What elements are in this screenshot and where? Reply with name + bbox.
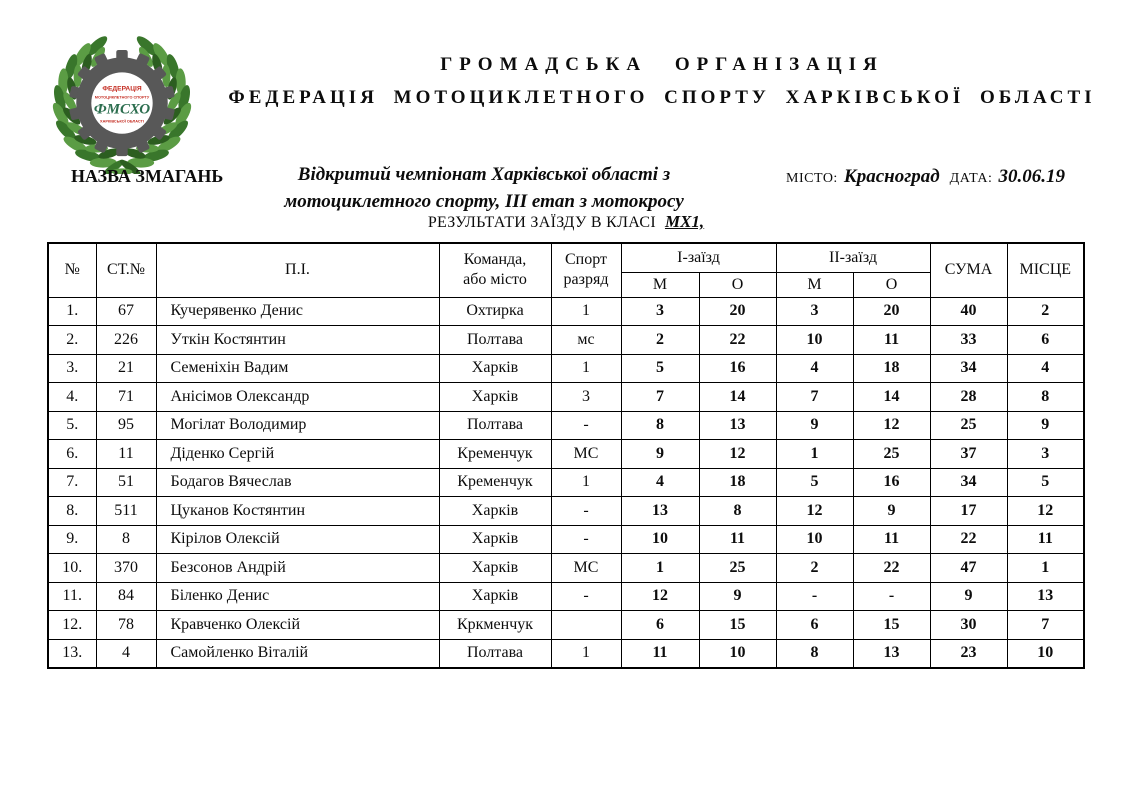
cell-place: 12	[1007, 497, 1084, 526]
cell-race2-m: 9	[776, 411, 853, 440]
cell-sum: 22	[930, 525, 1007, 554]
cell-sum: 34	[930, 468, 1007, 497]
cell-rank: 1	[551, 639, 621, 668]
cell-race1-m: 2	[621, 326, 699, 355]
cell-num: 3.	[48, 354, 96, 383]
cell-num: 6.	[48, 440, 96, 469]
cell-race1-m: 8	[621, 411, 699, 440]
cell-name: Кірілов Олексій	[156, 525, 439, 554]
cell-race2-m: 3	[776, 297, 853, 326]
cell-race1-m: 13	[621, 497, 699, 526]
cell-start-num: 4	[96, 639, 156, 668]
cell-place: 10	[1007, 639, 1084, 668]
table-row	[48, 354, 1084, 383]
cell-race1-m: 6	[621, 611, 699, 640]
cell-place: 6	[1007, 326, 1084, 355]
cell-race1-o: 10	[699, 639, 776, 668]
cell-race2-m: 6	[776, 611, 853, 640]
competition-name-label: НАЗВА ЗМАГАНЬ	[71, 166, 224, 186]
cell-name: Бодагов Вячеслав	[156, 468, 439, 497]
cell-start-num: 51	[96, 468, 156, 497]
cell-num: 1.	[48, 297, 96, 326]
cell-race2-o: 20	[853, 297, 930, 326]
cell-team: Полтава	[439, 326, 551, 355]
col-header-name: П.І.	[156, 243, 439, 297]
org-name-title: ФЕДЕРАЦІЯ МОТОЦИКЛЕТНОГО СПОРТУ ХАРКІВСЬКОЇ ОБЛАСТІ	[228, 87, 1096, 108]
cell-team: Кременчук	[439, 440, 551, 469]
cell-place: 1	[1007, 554, 1084, 583]
cell-name: Біленко Денис	[156, 582, 439, 611]
results-class: МХ1,	[664, 212, 705, 231]
cell-place: 8	[1007, 383, 1084, 412]
cell-race1-o: 15	[699, 611, 776, 640]
table-row	[48, 582, 1084, 611]
cell-name: Семеніхін Вадим	[156, 354, 439, 383]
cell-team: Охтирка	[439, 297, 551, 326]
cell-start-num: 21	[96, 354, 156, 383]
competition-name: Відкритий чемпіонат Харківської області з мотоциклетного спорту, ІІІ етап з мотокросу	[284, 164, 684, 212]
cell-rank: мс	[551, 326, 621, 355]
col-header-place: МІСЦЕ	[1007, 243, 1084, 297]
cell-race1-m: 3	[621, 297, 699, 326]
cell-race2-o: 15	[853, 611, 930, 640]
table-row	[48, 525, 1084, 554]
cell-race1-m: 1	[621, 554, 699, 583]
cell-rank: 1	[551, 354, 621, 383]
cell-race2-o: 18	[853, 354, 930, 383]
table-row	[48, 411, 1084, 440]
cell-race2-o: 22	[853, 554, 930, 583]
logo-top-text: ФЕДЕРАЦІЯ	[102, 85, 142, 93]
cell-place: 5	[1007, 468, 1084, 497]
cell-race2-o: 14	[853, 383, 930, 412]
cell-sum: 28	[930, 383, 1007, 412]
cell-place: 3	[1007, 440, 1084, 469]
cell-name: Анісімов Олександр	[156, 383, 439, 412]
cell-team: Полтава	[439, 411, 551, 440]
cell-race2-o: 12	[853, 411, 930, 440]
cell-race2-m: 10	[776, 326, 853, 355]
cell-sum: 40	[930, 297, 1007, 326]
cell-race2-m: 1	[776, 440, 853, 469]
table-row	[48, 468, 1084, 497]
cell-num: 8.	[48, 497, 96, 526]
cell-sum: 23	[930, 639, 1007, 668]
cell-name: Безсонов Андрій	[156, 554, 439, 583]
city-label: МІСТО:	[786, 171, 838, 186]
cell-num: 10.	[48, 554, 96, 583]
cell-num: 5.	[48, 411, 96, 440]
cell-race2-o: 11	[853, 326, 930, 355]
city-value: Красноград	[843, 166, 940, 187]
cell-race1-o: 8	[699, 497, 776, 526]
cell-num: 13.	[48, 639, 96, 668]
col-header-race2-m: М	[776, 272, 853, 297]
cell-start-num: 226	[96, 326, 156, 355]
city-date-line	[786, 166, 1065, 188]
cell-team: Полтава	[439, 639, 551, 668]
col-header-team	[439, 243, 551, 297]
col-header-start-num: СТ.№	[96, 243, 156, 297]
cell-sum: 33	[930, 326, 1007, 355]
cell-rank: МС	[551, 440, 621, 469]
table-row	[48, 554, 1084, 583]
cell-race1-o: 20	[699, 297, 776, 326]
table-row	[48, 639, 1084, 668]
federation-logo	[44, 28, 200, 174]
cell-start-num: 71	[96, 383, 156, 412]
cell-team: Харків	[439, 383, 551, 412]
cell-team: Кременчук	[439, 468, 551, 497]
cell-race1-o: 22	[699, 326, 776, 355]
cell-rank: МС	[551, 554, 621, 583]
cell-start-num: 78	[96, 611, 156, 640]
cell-name: Кучерявенко Денис	[156, 297, 439, 326]
cell-name: Цуканов Костянтин	[156, 497, 439, 526]
cell-team: Харків	[439, 582, 551, 611]
cell-sum: 9	[930, 582, 1007, 611]
col-header-team-line2: або місто	[463, 271, 527, 289]
cell-race1-o: 18	[699, 468, 776, 497]
cell-race1-m: 7	[621, 383, 699, 412]
cell-num: 11.	[48, 582, 96, 611]
org-type-title: ГРОМАДСЬКА ОРГАНІЗАЦІЯ	[440, 54, 884, 75]
cell-race2-m: 12	[776, 497, 853, 526]
date-label: ДАТА:	[949, 171, 993, 186]
cell-name: Діденко Сергій	[156, 440, 439, 469]
cell-race1-o: 14	[699, 383, 776, 412]
cell-team: Харків	[439, 354, 551, 383]
cell-place: 2	[1007, 297, 1084, 326]
cell-race2-o: 13	[853, 639, 930, 668]
cell-rank: -	[551, 525, 621, 554]
cell-sum: 47	[930, 554, 1007, 583]
cell-sum: 37	[930, 440, 1007, 469]
org-header	[222, 54, 1102, 109]
cell-team: Харків	[439, 497, 551, 526]
col-header-race2-o: О	[853, 272, 930, 297]
cell-race1-m: 11	[621, 639, 699, 668]
logo-mid-text: МОТОЦИКЛЕТНОГО СПОРТУ	[94, 95, 150, 100]
cell-race2-m: 4	[776, 354, 853, 383]
cell-name: Самойленко Віталій	[156, 639, 439, 668]
col-header-rank	[551, 243, 621, 297]
results-title-line	[47, 212, 1085, 232]
col-header-race1-m: М	[621, 272, 699, 297]
cell-rank: -	[551, 411, 621, 440]
cell-name: Уткін Костянтин	[156, 326, 439, 355]
cell-place: 13	[1007, 582, 1084, 611]
cell-race1-m: 4	[621, 468, 699, 497]
results-table	[47, 242, 1085, 669]
cell-race2-m: 10	[776, 525, 853, 554]
cell-place: 7	[1007, 611, 1084, 640]
cell-race2-m: -	[776, 582, 853, 611]
cell-rank	[551, 611, 621, 640]
cell-rank: 1	[551, 297, 621, 326]
cell-race1-m: 5	[621, 354, 699, 383]
cell-rank: 1	[551, 468, 621, 497]
cell-race1-m: 12	[621, 582, 699, 611]
cell-race2-m: 7	[776, 383, 853, 412]
cell-race2-o: 11	[853, 525, 930, 554]
cell-num: 4.	[48, 383, 96, 412]
cell-rank: -	[551, 582, 621, 611]
table-row	[48, 611, 1084, 640]
cell-name: Кравченко Олексій	[156, 611, 439, 640]
cell-start-num: 84	[96, 582, 156, 611]
cell-rank: -	[551, 497, 621, 526]
cell-sum: 34	[930, 354, 1007, 383]
cell-start-num: 11	[96, 440, 156, 469]
cell-race1-m: 10	[621, 525, 699, 554]
cell-race2-o: 16	[853, 468, 930, 497]
col-header-rank-line2: разряд	[563, 271, 609, 289]
table-row	[48, 440, 1084, 469]
cell-race1-o: 11	[699, 525, 776, 554]
cell-race1-o: 25	[699, 554, 776, 583]
cell-place: 9	[1007, 411, 1084, 440]
cell-race1-m: 9	[621, 440, 699, 469]
col-header-num: №	[48, 243, 96, 297]
col-header-race1: І-заїзд	[621, 243, 776, 272]
table-row	[48, 326, 1084, 355]
table-row	[48, 497, 1084, 526]
cell-race2-m: 5	[776, 468, 853, 497]
cell-name: Могілат Володимир	[156, 411, 439, 440]
logo-bottom-text: ХАРКІВСЬКОЇ ОБЛАСТІ	[100, 119, 144, 124]
cell-race2-m: 8	[776, 639, 853, 668]
cell-team: Кркменчук	[439, 611, 551, 640]
cell-race1-o: 9	[699, 582, 776, 611]
cell-race1-o: 12	[699, 440, 776, 469]
cell-race2-o: 25	[853, 440, 930, 469]
logo-abbr-text: ФМСХО	[93, 101, 151, 118]
cell-race1-o: 16	[699, 354, 776, 383]
cell-race1-o: 13	[699, 411, 776, 440]
cell-sum: 25	[930, 411, 1007, 440]
cell-start-num: 8	[96, 525, 156, 554]
cell-start-num: 67	[96, 297, 156, 326]
col-header-sum: СУМА	[930, 243, 1007, 297]
col-header-team-line1: Команда,	[463, 251, 527, 269]
results-title: РЕЗУЛЬТАТИ ЗАЇЗДУ В КЛАСІ	[427, 214, 656, 231]
cell-sum: 30	[930, 611, 1007, 640]
cell-rank: 3	[551, 383, 621, 412]
cell-num: 2.	[48, 326, 96, 355]
cell-race2-m: 2	[776, 554, 853, 583]
results-table-body	[48, 297, 1084, 668]
cell-start-num: 95	[96, 411, 156, 440]
cell-start-num: 370	[96, 554, 156, 583]
logo-svg	[44, 28, 200, 174]
cell-place: 4	[1007, 354, 1084, 383]
date-value: 30.06.19	[998, 166, 1065, 187]
cell-place: 11	[1007, 525, 1084, 554]
table-row	[48, 297, 1084, 326]
cell-num: 9.	[48, 525, 96, 554]
cell-team: Харків	[439, 525, 551, 554]
cell-race2-o: -	[853, 582, 930, 611]
col-header-race2: ІІ-заїзд	[776, 243, 930, 272]
cell-num: 7.	[48, 468, 96, 497]
table-row	[48, 383, 1084, 412]
cell-team: Харків	[439, 554, 551, 583]
col-header-race1-o: О	[699, 272, 776, 297]
cell-sum: 17	[930, 497, 1007, 526]
col-header-rank-line1: Спорт	[564, 251, 607, 269]
cell-start-num: 511	[96, 497, 156, 526]
cell-race2-o: 9	[853, 497, 930, 526]
cell-num: 12.	[48, 611, 96, 640]
